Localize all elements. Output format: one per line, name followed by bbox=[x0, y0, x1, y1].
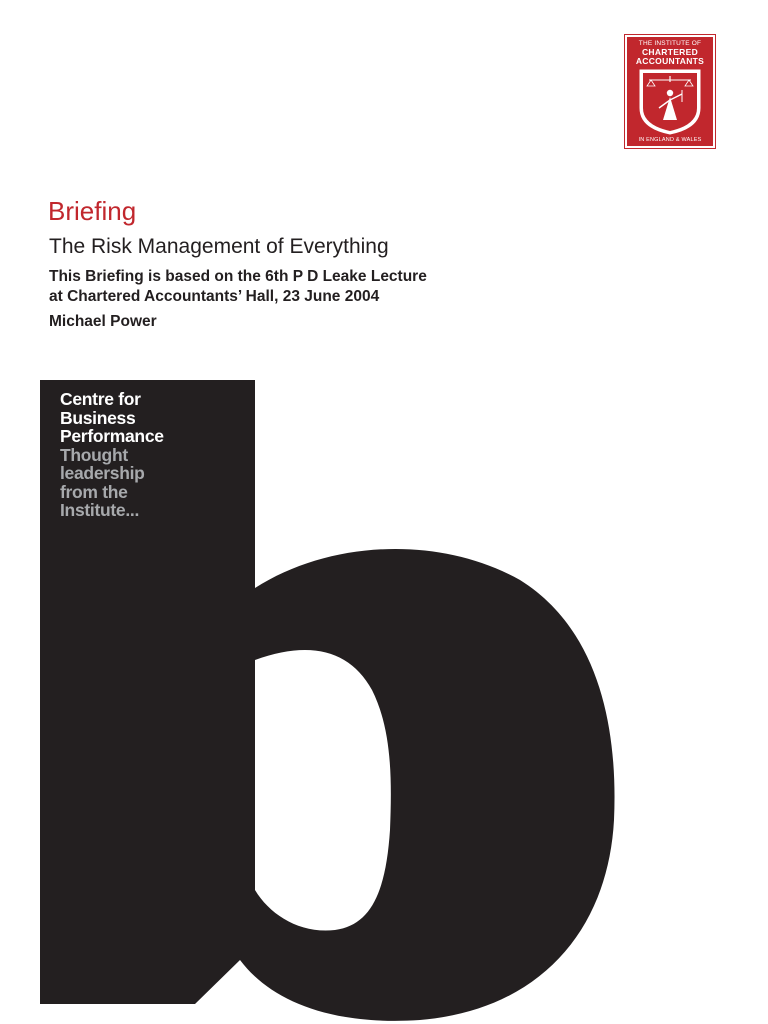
logo-line-3: ACCOUNTANTS bbox=[635, 56, 705, 66]
subtitle-line-1: This Briefing is based on the 6th P D Leake Lecture bbox=[49, 268, 427, 285]
centre-line-1: Centre for bbox=[60, 389, 141, 409]
tagline-line-3: from the bbox=[60, 481, 128, 502]
document-title: The Risk Management of Everything bbox=[49, 235, 389, 258]
centre-panel-text bbox=[60, 390, 164, 520]
logo-line-4: IN ENGLAND & WALES bbox=[638, 137, 702, 143]
tagline-line-2: leadership bbox=[60, 463, 145, 483]
logo-line-2: CHARTERED bbox=[641, 47, 699, 57]
logo-line-1: THE INSTITUTE OF bbox=[638, 40, 702, 47]
author-name: Michael Power bbox=[49, 313, 157, 330]
subtitle-line-2: at Chartered Accountants’ Hall, 23 June 2004 bbox=[49, 288, 380, 305]
briefing-label: Briefing bbox=[48, 196, 137, 226]
centre-line-2: Business bbox=[60, 407, 136, 428]
tagline-line-1: Thought bbox=[60, 444, 128, 465]
centre-line-3: Performance bbox=[60, 426, 164, 446]
tagline-line-4: Institute... bbox=[60, 500, 140, 520]
